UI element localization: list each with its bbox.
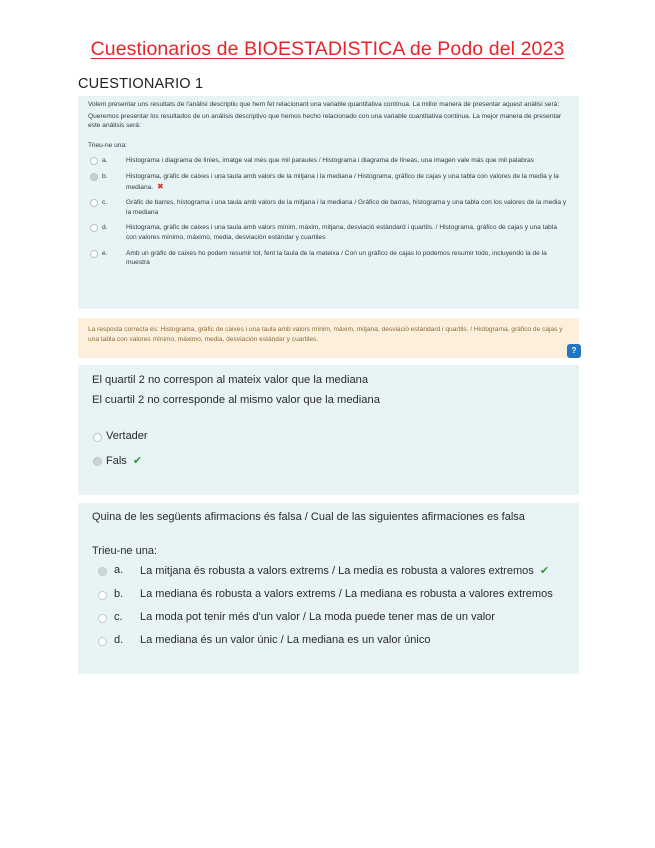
option-text: La mitjana és robusta a valors extrems / La media es robusta a valores extremos xyxy=(140,565,534,577)
question-3-option-a[interactable] xyxy=(92,564,565,577)
question-3-option-c[interactable] xyxy=(92,611,565,623)
option-text: Gràfic de barres, histograma i una taula amb valors de la mitjana i la mediana / Gráfico de barras, histograma y una tabla con los valores de la media y la mediana xyxy=(126,199,567,216)
option-text: La mediana és robusta a valors extrems / La mediana es robusta a valores extremos xyxy=(140,588,553,600)
radio-button[interactable] xyxy=(98,591,107,600)
question-2-statement-ca: El quartil 2 no correspon al mateix valor que la mediana xyxy=(92,374,369,386)
correct-check-icon: ✔ xyxy=(539,565,550,577)
question-1-choose-label: Trieu-ne una: xyxy=(88,141,127,149)
option-text: Amb un gràfic de caixes ho podem resumir tot, fent la taula de la mateixa / Con un gráfico de cajas lo podemos resumir todo, incluyendo la de la muestra xyxy=(126,249,547,267)
radio-button-selected[interactable] xyxy=(93,457,102,466)
question-3-option-d[interactable] xyxy=(92,634,565,646)
radio-button-selected[interactable] xyxy=(90,173,98,181)
question-1-option-d[interactable] xyxy=(88,223,569,242)
question-1-prompt-es: Queremos presentar los resultados de un análisis descriptivo que hemos hecho relacionado con una variable cuantitativa continua. La mejor manera de presentar este análisis será: xyxy=(88,112,562,130)
question-1-card xyxy=(78,96,579,309)
option-letter: a. xyxy=(102,157,108,165)
option-letter: b. xyxy=(102,172,108,180)
question-1-option-c[interactable] xyxy=(88,198,569,217)
question-3-card xyxy=(78,503,579,674)
correct-check-icon: ✔ xyxy=(132,455,143,467)
incorrect-cross-icon: ✖ xyxy=(156,181,164,191)
option-letter: c. xyxy=(114,611,123,623)
question-3-choose-label: Trieu-ne una: xyxy=(92,545,158,557)
question-1-feedback: La resposta correcta és: Histograma, gràfic de caixes i una taula amb valors mínim, màxim, mitjana, desviació estàndard i quartils. / Histograma, gráfico de cajas y una tabla con valores mínimo, máximo, media, desviación estándar y cuartiles. xyxy=(78,318,579,358)
section-heading: CUESTIONARIO 1 xyxy=(78,76,204,92)
option-text: Histograma, gràfic de caixes i una taula amb valors mínim, màxim, mitjana, desviació estàndard i quartils. / Histograma, gráfico de cajas y una tabla con valores mínimo, máximo, media, desviación estándar y cuartiles xyxy=(126,224,557,241)
option-text: La mediana és un valor únic / La mediana es un valor único xyxy=(140,634,431,646)
question-1-option-e[interactable] xyxy=(88,249,569,268)
radio-button[interactable] xyxy=(90,250,98,258)
option-letter: d. xyxy=(102,224,108,232)
option-text: Fals xyxy=(106,455,127,467)
radio-button[interactable] xyxy=(93,433,102,442)
option-text: Histograma i diagrama de línies, imatge val més que mil paraules / Histograma i diagrama de líneas, una imagen vale más que mil palabras xyxy=(126,157,534,165)
question-2-option-true[interactable] xyxy=(92,430,565,442)
question-2-option-false[interactable] xyxy=(92,454,565,467)
question-1-prompt-ca: Volem presentar uns resultats de l'anàlisi descriptiu que hem fet relacionant una variable quantitativa contínua. La millor manera de presentar aquest anàlisi serà: xyxy=(88,101,560,108)
radio-button[interactable] xyxy=(90,157,98,165)
radio-button[interactable] xyxy=(90,224,98,232)
question-1-option-a[interactable] xyxy=(88,156,569,166)
help-icon[interactable]: ? xyxy=(567,344,581,358)
radio-button-selected[interactable] xyxy=(98,567,107,576)
option-text: Vertader xyxy=(106,430,148,442)
option-letter: a. xyxy=(114,564,124,576)
option-text: Histograma, gràfic de caixes i una taula amb valors de la mitjana i la mediana / Histograma, gráfico de cajas y una tabla con valores de la media y la mediana. xyxy=(126,172,559,191)
document-title: Cuestionarios de BIOESTADISTICA de Podo del 2023 xyxy=(90,38,565,60)
option-letter: b. xyxy=(114,588,124,600)
option-text: La moda pot tenir més d'un valor / La moda puede tener mas de un valor xyxy=(140,611,495,623)
question-1-option-b[interactable] xyxy=(88,172,569,192)
question-2-card xyxy=(78,365,579,495)
question-2-statement-es: El cuartil 2 no corresponde al mismo valor que la mediana xyxy=(92,394,380,406)
option-letter: c. xyxy=(102,199,108,207)
radio-button[interactable] xyxy=(98,614,107,623)
radio-button[interactable] xyxy=(90,199,98,207)
option-letter: e. xyxy=(102,249,108,257)
question-3-prompt: Quina de les següents afirmacions és falsa / Cual de las siguientes afirmaciones es falsa xyxy=(92,511,525,523)
radio-button[interactable] xyxy=(98,637,107,646)
question-3-option-b[interactable] xyxy=(92,588,565,600)
option-letter: d. xyxy=(114,634,124,646)
